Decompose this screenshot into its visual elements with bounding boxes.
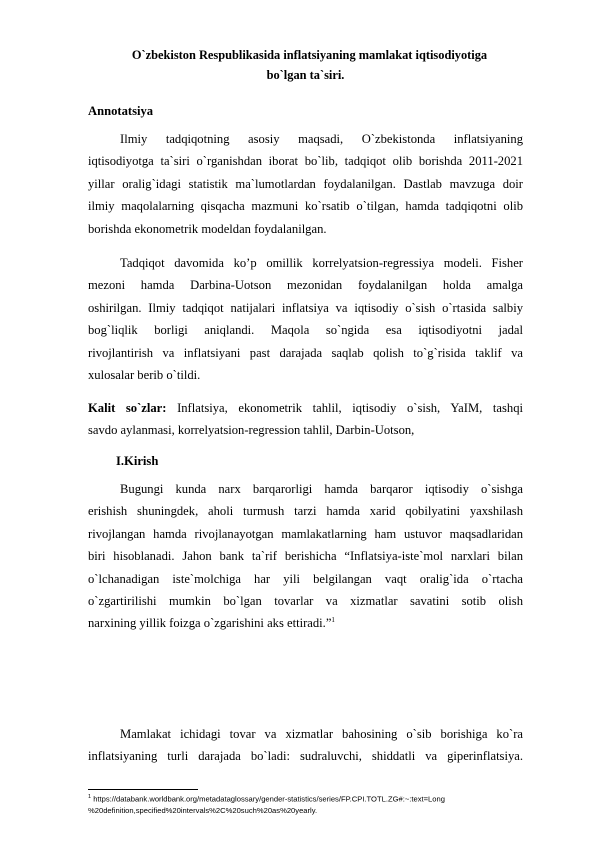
keywords-label: Kalit so`zlar: (88, 401, 167, 415)
footnote (88, 792, 528, 816)
text-line-with-footnote (88, 612, 523, 634)
text-line: oshirilgan. Ilmiy tadqiqot natijalari inflatsiya va iqtisodiy o`sish o`rtasida salbiy (88, 300, 523, 315)
text-line: xulosalar berib o`tildi. (88, 367, 201, 382)
text-line: ilmiy maqolalarning qisqacha mazmuni ko`rsatib o`tilgan, hamda tadqiqotni olib (88, 199, 523, 214)
annotation-heading: Annotatsiya (88, 104, 154, 118)
text-line: yillar oralig`idagi statistik ma`lumotlardan foydalanilgan. Dastlab mavzuga doir (88, 176, 523, 191)
keywords-line-1 (88, 397, 523, 419)
footnote-separator (88, 789, 198, 790)
introduction-paragraph-2 (88, 723, 523, 768)
text-line: bog`liqlik borligi aniqlandi. Maqola so`ngida esa iqtisodiyotni jadal (88, 323, 523, 338)
paper-title (88, 46, 523, 85)
text-line: iqtisodiyotga ta`siri o`rganishdan iborat bo`lib, tadqiqot olib borishda 2011-2021 (88, 154, 523, 169)
abstract-paragraph-2 (88, 252, 523, 386)
keywords-paragraph (88, 397, 523, 442)
footnote-mark: 1 (88, 794, 92, 800)
text-line: Ilmiy tadqiqotning asosiy maqsadi, O`zbekistonda inflatsiyaning (120, 132, 523, 146)
text-line: mezoni hamda Darbina-Uotson mezonidan foydalanilgan holda amalga (88, 278, 523, 293)
keywords-line-2: savdo aylanmasi, korrelyatsion-regression tahlil, Darbin-Uotson, (88, 423, 415, 438)
footnote-line-2[interactable]: %20definition,specified%20intervals%2C%20such%20as%20yearly. (88, 805, 318, 815)
abstract-paragraph-1 (88, 128, 523, 240)
text-line: o`zgartirilishi mumkin bo`lgan tovarlar va xizmatlar savatini sotib olish (88, 593, 523, 608)
footnote-line-1 (88, 792, 528, 805)
text-line: borishda ekonometrik modeldan foydalanilgan. (88, 221, 327, 236)
text-line: erishish shuningdek, aholi turmush tarzi hamda xarid qobilyatini yaxshilash (88, 504, 523, 519)
footnote-reference[interactable]: 1 (331, 616, 335, 625)
keywords-text: Inflatsiya, ekonometrik tahlil, iqtisodiy o`sish, YaIM, tashqi (177, 401, 523, 415)
introduction-paragraph-1 (88, 478, 523, 635)
title-line-2: bo`lgan ta`siri. (266, 67, 345, 82)
title-line-1: O`zbekiston Respublikasida inflatsiyaning mamlakat iqtisodiyotiga (131, 48, 488, 62)
text-line: inflatsiyaning turli darajada bo`ladi: sudraluvchi, shiddatli va giperinflatsiya. (88, 749, 523, 764)
text-line: rivojlantirish va inflatsiyani past darajada saqlab qolish to`g`risida taklif va (88, 345, 523, 360)
text-line: Mamlakat ichidagi tovar va xizmatlar bahosining o`sib borishiga ko`ra (120, 727, 523, 741)
text-line: Tadqiqot davomida ko’p omillik korrelyatsion-regressiya modeli. Fisher (120, 256, 523, 270)
text-line: rivojlangan hamda rivojlanayotgan mamlakatlarning ham ustuvor maqsadlaridan (88, 526, 523, 541)
section-heading-introduction: I.Kirish (116, 454, 159, 468)
text-line: o`lchanadigan iste`molchiga har yili belgilangan vaqt oralig`ida o`rtacha (88, 571, 523, 586)
text-line: narxining yillik foizga o`zgarishini aks ettiradi.” (88, 616, 332, 631)
text-line: Bugungi kunda narx barqarorligi hamda barqaror iqtisodiy o`sishga (120, 482, 523, 496)
text-line: biri hisoblanadi. Jahon bank ta`rif berishicha “Inflatsiya-iste`mol narxlari bilan (88, 549, 523, 564)
footnote-link[interactable]: https://databank.worldbank.org/metadataglossary/gender-statistics/series/FP.CPI.TOTL.ZG#:~:text=Long (93, 794, 445, 804)
